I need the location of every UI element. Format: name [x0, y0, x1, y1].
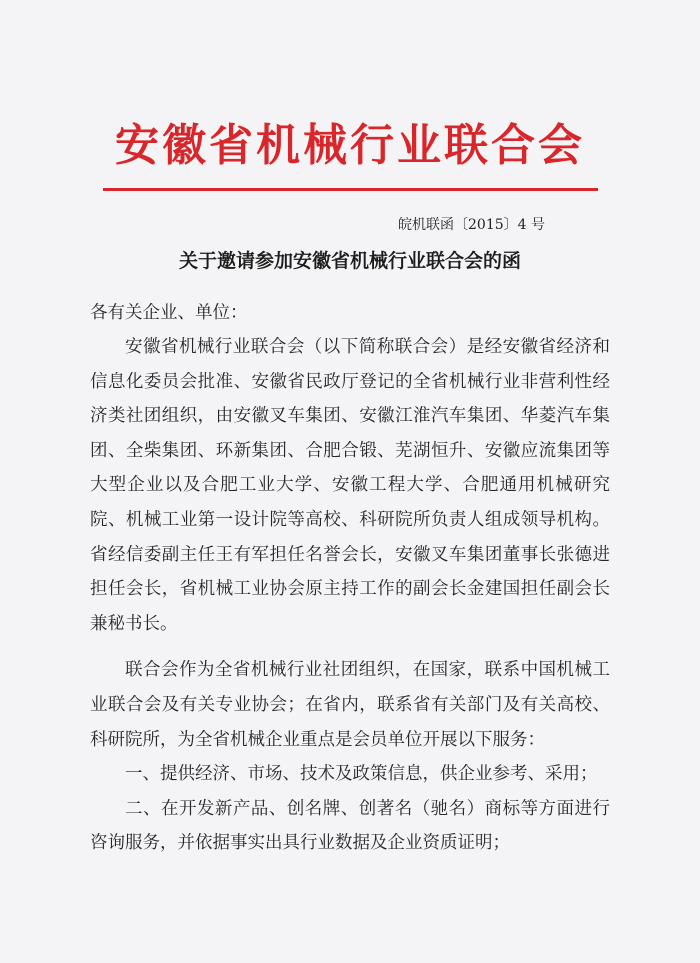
- letter-body: [90, 280, 610, 861]
- paragraph-intro: 安徽省机械行业联合会（以下简称联合会）是经安徽省经济和信息化委员会批准、安徽省民政厅登记的全省机械行业非营利性经济类社团组织，由安徽叉车集团、安徽江淮汽车集团、华菱汽车集团、全柴集团、环新集团、合肥合锻、芜湖恒升、安徽应流集团等大型企业以及合肥工业大学、安徽工程大学、合肥通用机械研究院、机械工业第一设计院等高校、科研院所负责人组成领导机构。省经信委副主任王有军担任名誉会长，安徽叉车集团董事长张德进担任会长，省机械工业协会原主持工作的副会长金建国担任副会长兼秘书长。: [90, 337, 610, 634]
- letterhead-org-name: 安徽省机械行业联合会: [115, 120, 585, 171]
- paragraph-services-intro: 联合会作为全省机械行业社团组织，在国家，联系中国机械工业联合会及有关专业协会；在省内，联系省有关部门及有关高校、科研院所，为全省机械企业重点是会员单位开展以下服务：: [90, 660, 610, 750]
- document-number: 皖机联函〔2015〕4 号: [398, 217, 545, 233]
- salutation: 各有关企业、单位：: [90, 303, 248, 323]
- letterhead-red-rule: [103, 188, 598, 191]
- paragraph-service-2: 二、在开发新产品、创名牌、创著名（驰名）商标等方面进行咨询服务，并依据事实出具行业数据及企业资质证明；: [90, 798, 610, 854]
- document-title: 关于邀请参加安徽省机械行业联合会的函: [178, 250, 521, 272]
- paragraph-service-1: 一、提供经济、市场、技术及政策信息，供企业参考、采用；: [125, 764, 598, 785]
